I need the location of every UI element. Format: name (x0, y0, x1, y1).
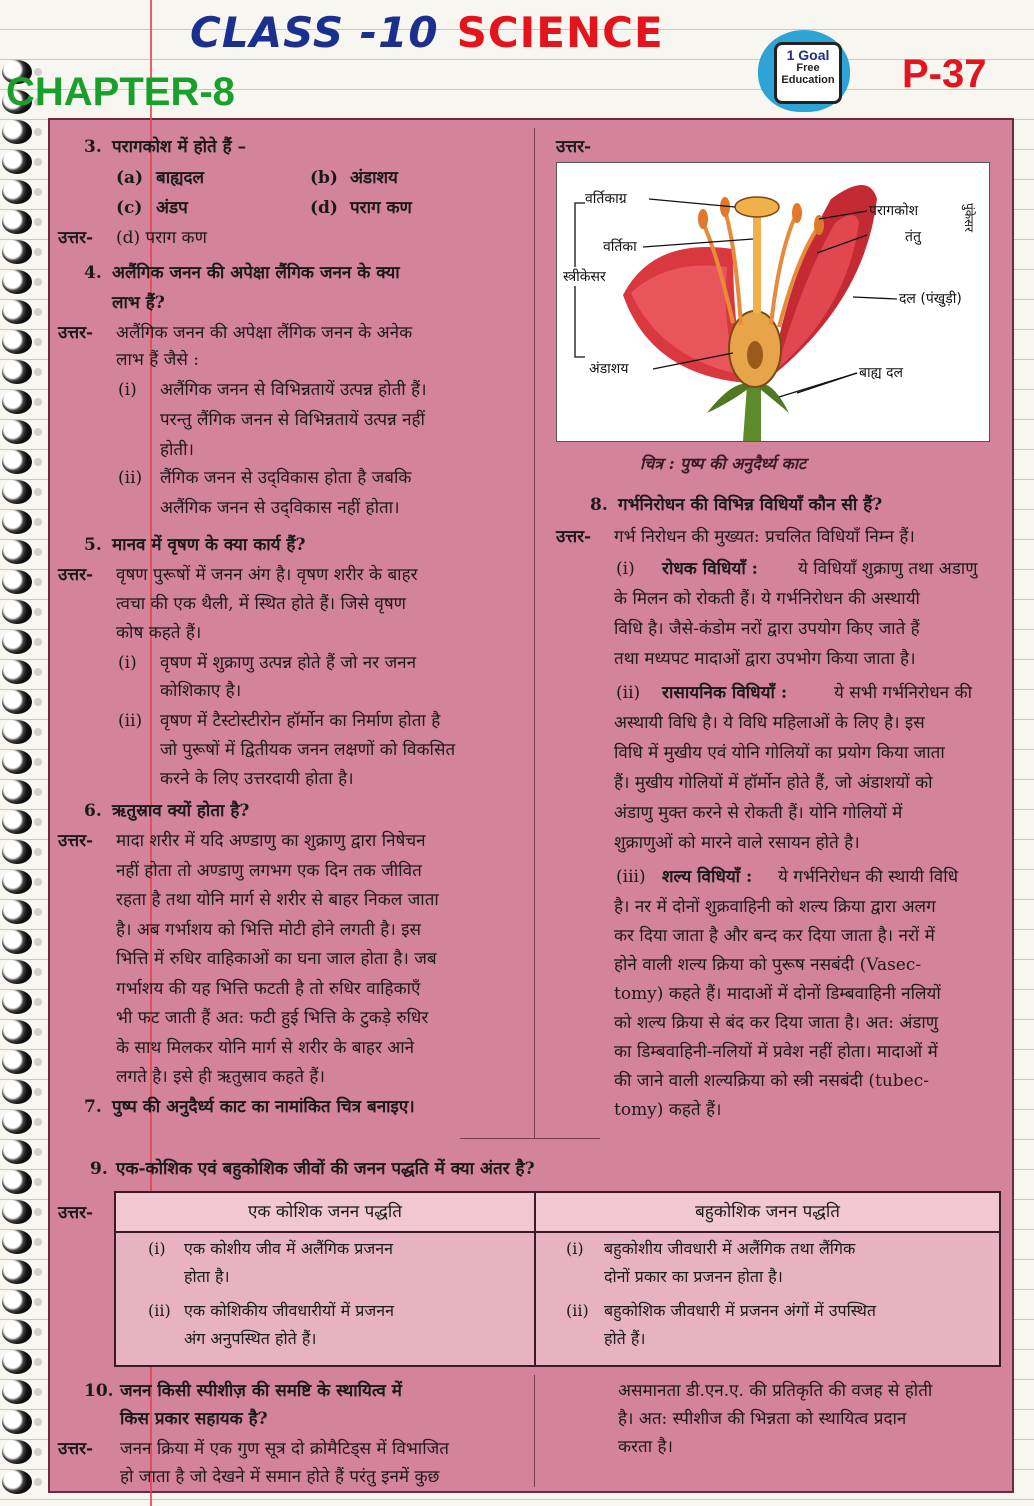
method-1-first: ये विधियाँ शुक्राणु तथा अडाणु (798, 559, 978, 579)
text-line: विधि है। जैसे-कंडोम नरों द्वारा उपयोग किए जाते हैं (614, 619, 920, 639)
q10-right-1: असमानता डी.एन.ए. की प्रतिकृति की वजह से होती (618, 1381, 933, 1401)
q8-text: गर्भनिरोधन की विभिन्न विधियाँ कौन सी हैं? (618, 495, 883, 515)
text-line: को शल्य क्रिया से बंद कर दिया जाता है। अत: अंडाणु (614, 1013, 939, 1033)
page-number: P-37 (902, 52, 987, 96)
table-cell-unicellular: एक कोशीय जीव में अलैंगिक प्रजनन (184, 1239, 394, 1258)
q5-answer-label: उत्तर- (58, 565, 94, 585)
label-style: वर्तिका (603, 239, 637, 255)
q4-answer-2: लाभ हैं जैसे : (116, 350, 199, 370)
q5-answer-3: कोष कहते हैं। (116, 623, 202, 643)
q9-text: एक-कोशिक एवं बहुकोशिक जीवों की जनन पद्धति में क्या अंतर है? (116, 1159, 535, 1179)
style-shape (753, 211, 761, 313)
text-line: विधि में मुखीय एवं योनि गोलियों का प्रयोग किया जाता (614, 743, 945, 763)
q3-opt-d-label: (d) (310, 198, 338, 218)
text-line: है। नर में दोनों शुक्रवाहिनी को शल्य क्रिया द्वारा अलग (614, 897, 936, 917)
label-anther: परागकोश (869, 203, 919, 219)
table-cell-unicellular: अंग अनुपस्थित होते हैं। (184, 1329, 317, 1348)
q8-number: 8. (590, 495, 608, 515)
q6-number: 6. (84, 801, 102, 821)
table-cell-multicellular: बहुकोशिक जीवधारी में प्रजनन अंगों में उपस्थित (604, 1301, 876, 1320)
text-line: रहता है तथा योनि मार्ग से शरीर से बाहर निकल जाता (116, 890, 439, 910)
q7-answer-label: उत्तर- (556, 137, 592, 157)
text-line: शुक्राणुओं को मारने वाले रसायन होते है। (614, 833, 860, 853)
q3-opt-a-label: (a) (116, 168, 144, 188)
q10-text-1: जनन किसी स्पीशीज़ की समष्टि के स्थायित्व में (120, 1381, 402, 1401)
q5-point-1-l1: वृषण में शुक्राणु उत्पन्न होते हैं जो नर जनन (160, 653, 417, 673)
q3-opt-c: अंडप (156, 198, 188, 218)
q3-number: 3. (84, 137, 102, 157)
method-2-num: (ii) (616, 683, 641, 703)
table-row-number: (i) (566, 1239, 584, 1258)
table-cell-multicellular: दोनों प्रकार का प्रजनन होता है। (604, 1267, 783, 1286)
method-3-first: ये गर्भनिरोधन की स्थायी विधि (778, 867, 959, 887)
table-cell-multicellular: बहुकोशीय जीवधारी में अलैंगिक तथा लैंगिक (604, 1239, 856, 1258)
text-line: का डिम्बवाहिनी-नलियों में प्रवेश नहीं होता। मादाओं में (614, 1042, 938, 1062)
q3-opt-c-label: (c) (116, 198, 143, 218)
q5-point-1-l2: कोशिकाए है। (160, 681, 242, 701)
chapter-label: CHAPTER-8 (6, 70, 235, 114)
text-line: के साथ मिलकर योनि मार्ग से शरीर के बाहर आने (116, 1037, 415, 1058)
q10-answer-2: हो जाता है जो देखने में समान होते हैं परंतु इनमें कुछ (120, 1467, 440, 1487)
q10-right-3: करता है। (618, 1437, 673, 1457)
stigma-shape (735, 197, 779, 217)
q4-point-1-l1: अलैंगिक जनन से विभिन्नतायें उत्पन्न होती हैं। (160, 380, 427, 400)
anther-shape-3 (792, 203, 802, 223)
text-line: अस्थायी विधि है। ये विधि महिलाओं के लिए है। इस (614, 713, 925, 733)
text-line: होने वाली शल्य क्रिया को पुरूष नसबंदी (Vasec- (614, 955, 922, 975)
q6-text: ऋतुस्राव क्यों होता है? (112, 801, 250, 821)
text-line: गर्भाशय की यह भित्ति फटती है तो रुधिर वाहिकाएँ (116, 978, 421, 999)
q4-point-2-l2: अलैंगिक जनन से उद्‌विकास नहीं होता। (160, 498, 400, 518)
method-3-num: (iii) (616, 867, 646, 887)
q4-number: 4. (84, 263, 102, 283)
table-row-number: (i) (148, 1239, 166, 1258)
label-sepal: बाह्य दल (859, 365, 904, 381)
text-line: भी फट जाती हैं अत: फटी हुई भित्ति के टुकड़े रुधिर (116, 1008, 429, 1028)
q4-text-2: लाभ हैं? (112, 293, 165, 313)
q6-answer-label: उत्तर- (58, 831, 94, 851)
text-line: के मिलन को रोकती हैं। ये गर्भनिरोधन की अस्थायी (614, 589, 920, 609)
text-line: कर दिया जाता है और बन्द कर दिया जाता है। नरों में (614, 926, 935, 946)
anther-shape-1 (698, 209, 708, 229)
label-petal: दल (पंखुड़ी) (899, 291, 962, 307)
q9-answer-label: उत्तर- (58, 1203, 94, 1223)
q5-point-2-num: (ii) (118, 711, 143, 731)
label-ovary: अंडाशय (589, 361, 629, 377)
text-line: की जाने वाली शल्यक्रिया को स्त्री नसबंदी (tubec- (614, 1071, 929, 1091)
q4-point-2-num: (ii) (118, 468, 143, 488)
diagram-caption: चित्र : पुष्प की अनुदैर्ध्य काट (640, 454, 807, 473)
q3-opt-b-label: (b) (310, 168, 338, 188)
stem-shape (743, 385, 761, 441)
q4-answer-1: अलैंगिक जनन की अपेक्षा लैंगिक जनन के अनेक (116, 323, 413, 343)
q8-answer: गर्भ निरोधन की मुख्यत: प्रचलित विधियाँ निम्न हैं। (614, 527, 915, 547)
q10-answer-label: उत्तर- (58, 1439, 94, 1459)
q10-answer-1: जनन क्रिया में एक गुण सूत्र दो क्रोमैटिड्स में विभाजित (120, 1439, 449, 1459)
method-2-title: रासायनिक विधियाँ : (662, 683, 788, 703)
logo-text-1: 1 Goal (786, 47, 830, 63)
q3-text: परागकोश में होते हैं – (112, 137, 247, 157)
text-line: नहीं होता तो अण्डाणु लगभग एक दिन तक जीवित (116, 860, 422, 881)
text-line: tomy) कहते हैं। (614, 1100, 722, 1120)
table-cell-unicellular: होता है। (184, 1267, 230, 1286)
q7-number: 7. (84, 1097, 102, 1117)
table-header-unicellular: एक कोशिक जनन पद्धति (116, 1193, 534, 1233)
q4-point-1-num: (i) (118, 380, 137, 400)
method-1-title: रोधक विधियाँ : (662, 559, 758, 579)
label-filament: तंतु (905, 229, 921, 245)
label-stigma: वर्तिकाग्र (585, 191, 627, 207)
q3-opt-b: अंडाशय (350, 168, 398, 188)
q4-point-2-l1: लैंगिक जनन से उद्‌विकास होता है जबकि (160, 468, 412, 488)
label-stamen: पुंकेसर (962, 203, 976, 233)
q4-point-1-l3: होती। (160, 440, 194, 460)
text-line: हैं। मुखीय गोलियों में हॉर्मोन होते हैं, जो अंडाशयों को (614, 773, 933, 793)
text-line: मादा शरीर में यदि अण्डाणु का शुक्राणु द्वारा निषेचन (116, 831, 426, 851)
q8-answer-label: उत्तर- (556, 527, 592, 547)
q3-answer-label: उत्तर- (58, 228, 94, 248)
q10-number: 10. (84, 1381, 114, 1401)
ovule-shape (747, 341, 763, 369)
q3-opt-d: पराग कण (350, 198, 412, 218)
q10-text-2: किस प्रकार सहायक है? (120, 1409, 268, 1429)
q4-point-1-l2: परन्तु लैंगिक जनन से विभिन्नतायें उत्पन्न नहीं (160, 410, 425, 430)
q5-answer-1: वृषण पुरूषों में जनन अंग है। वृषण शरीर के बाहर (116, 565, 418, 585)
table-header-multicellular: बहुकोशिक जनन पद्धति (536, 1193, 999, 1233)
q5-point-1-num: (i) (118, 653, 137, 673)
q4-text-1: अलैंगिक जनन की अपेक्षा लैंगिक जनन के क्या (112, 263, 400, 283)
q5-text: मानव में वृषण के क्या कार्य हैं? (112, 535, 306, 555)
q10-right-2: है। अत: स्पीशीज की भिन्नता को स्थायित्व प्रदान (618, 1409, 907, 1429)
q3-answer: (d) पराग कण (116, 228, 207, 248)
q4-answer-label: उत्तर- (58, 323, 94, 343)
text-line: tomy) कहते हैं। मादाओं में दोनों डिम्बवाहिनी नलियों (614, 984, 941, 1004)
q5-number: 5. (84, 535, 102, 555)
text-line: लगते है। इसे ही ऋतुस्राव कहते हैं। (116, 1067, 325, 1087)
table-cell-unicellular: एक कोशिकीय जीवधारीयों में प्रजनन (184, 1301, 394, 1320)
q3-opt-a: बाह्यदल (156, 168, 205, 188)
text-line: तथा मध्यपट मादाओं द्वारा उपभोग किया जाता है। (614, 649, 916, 669)
flower-diagram (556, 162, 990, 442)
table-cell-multicellular: होते हैं। (604, 1329, 646, 1348)
subject-label: SCIENCE (456, 8, 664, 57)
q5-answer-2: त्वचा की एक थैली, में स्थित होते हैं। जिसे वृषण (116, 594, 406, 614)
method-3-title: शल्य विधियाँ : (662, 867, 753, 887)
q9-number: 9. (90, 1159, 108, 1179)
q5-point-2-l3: करने के लिए उत्तरदायी होता है। (160, 769, 354, 789)
q7-text: पुष्प की अनुदैर्ध्य काट का नामांकित चित्र बनाइए। (112, 1097, 415, 1117)
text-line: है। अब गर्भाशय को भित्ति मोटी होने लगती है। इस (116, 919, 422, 940)
table-row-number: (ii) (148, 1301, 171, 1320)
label-pistil: स्त्रीकेसर (563, 269, 606, 285)
logo-text-3: Education (781, 74, 835, 86)
class-label: CLASS -10 (190, 8, 439, 57)
q5-point-2-l1: वृषण में टैस्टोस्टीरोन हॉर्मोन का निर्माण होता है (160, 711, 441, 731)
method-1-num: (i) (616, 559, 635, 579)
text-line: भित्ति में रुधिर वाहिकाओं का घना जाल होता है। जब (116, 949, 437, 969)
q5-point-2-l2: जो पुरूषों में द्वितीयक जनन लक्षणों को विकसित (160, 740, 456, 760)
table-row-number: (ii) (566, 1301, 589, 1320)
text-line: अंडाणु मुक्त करने से रोकती हैं। योनि गोलियों में (614, 803, 903, 823)
logo-text-2: Free (796, 62, 820, 74)
method-2-first: ये सभी गर्भनिरोधन की (834, 683, 972, 703)
